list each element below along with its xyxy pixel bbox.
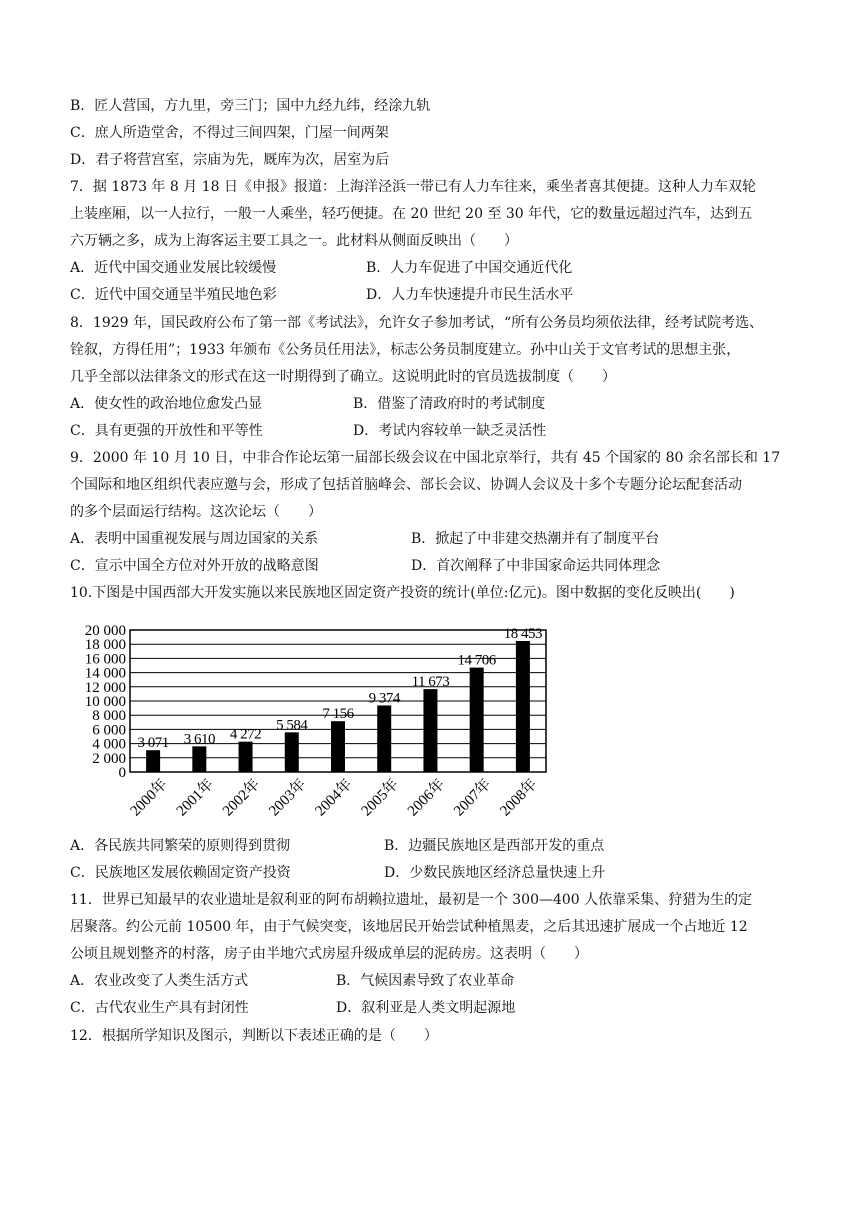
x-tick-label: 2000年 bbox=[127, 776, 171, 820]
bar-value-label: 14 706 bbox=[457, 652, 496, 669]
q9-option-c: C．宣示中国全方位对外开放的战略意图 bbox=[70, 558, 319, 574]
y-tick-label: 0 bbox=[118, 765, 126, 781]
bar bbox=[239, 742, 253, 772]
q9-option-d: D．首次阐释了中非国家命运共同体理念 bbox=[411, 558, 661, 574]
y-tick-label: 20 000 bbox=[84, 623, 126, 639]
q6-option-c: C．庶人所造堂舍，不得过三间四架，门屋一间两架 bbox=[70, 125, 389, 141]
q10-option-b: B．边疆民族地区是西部开发的重点 bbox=[384, 838, 605, 854]
q9-stem-line-2: 个国际和地区组织代表应邀与会，形成了包括首脑峰会、部长会议、协调人会议及十多个专题分论坛配套活动 bbox=[70, 477, 742, 493]
bar bbox=[285, 732, 299, 772]
y-tick-label: 6 000 bbox=[92, 722, 126, 739]
y-tick-label: 16 000 bbox=[84, 651, 126, 668]
q9-option-b: B．掀起了中非建交热潮并有了制度平台 bbox=[411, 531, 660, 547]
bar bbox=[377, 705, 391, 772]
y-tick-label: 18 000 bbox=[84, 637, 126, 654]
y-tick-label: 14 000 bbox=[84, 665, 126, 682]
bar bbox=[423, 689, 437, 772]
bar bbox=[146, 750, 160, 772]
bar bbox=[516, 641, 530, 772]
q8-option-a: A．使女性的政治地位愈发凸显 bbox=[70, 396, 263, 412]
x-tick-label: 2007年 bbox=[451, 776, 495, 820]
bar bbox=[470, 668, 484, 772]
x-tick-label: 2004年 bbox=[312, 776, 356, 820]
y-tick-label: 12 000 bbox=[84, 679, 126, 696]
q10-option-c: C．民族地区发展依赖固定资产投资 bbox=[70, 865, 291, 881]
bar-value-label: 9 374 bbox=[368, 690, 400, 707]
bar-value-label: 3 610 bbox=[183, 731, 215, 748]
q7-stem-line-1: 7．据 1873 年 8 月 18 日《申报》报道：上海洋泾浜一带已有人力车往来，乘坐者喜其便捷。这种人力车双轮 bbox=[70, 179, 756, 195]
bar-value-label: 5 584 bbox=[276, 717, 308, 734]
y-tick-label: 2 000 bbox=[92, 750, 126, 767]
q8-option-d: D．考试内容较单一缺乏灵活性 bbox=[353, 423, 547, 439]
x-tick-label: 2008年 bbox=[497, 776, 541, 820]
q11-option-d: D．叙利亚是人类文明起源地 bbox=[336, 1000, 516, 1016]
q7-option-a: A．近代中国交通业发展比较缓慢 bbox=[70, 260, 277, 276]
q7-stem-line-3: 六万辆之多，成为上海客运主要工具之一。此材料从侧面反映出（ ） bbox=[70, 233, 518, 249]
bar bbox=[192, 746, 206, 772]
x-tick-label: 2005年 bbox=[358, 776, 402, 820]
q7-option-b: B．人力车促进了中国交通近代化 bbox=[366, 260, 573, 276]
bar-value-label: 11 673 bbox=[411, 674, 450, 691]
x-tick-label: 2003年 bbox=[266, 776, 310, 820]
q6-option-d: D．君子将营宫室，宗庙为先，厩库为次，居室为后 bbox=[70, 152, 390, 168]
q11-stem-line-3: 公顷且规划整齐的村落，房子由半地穴式房屋升级成单层的泥砖房。这表明（ ） bbox=[70, 946, 588, 962]
q12-stem: 12．根据所学知识及图示，判断以下表述正确的是（ ） bbox=[70, 1028, 438, 1044]
q11-option-a: A．农业改变了人类生活方式 bbox=[70, 973, 249, 989]
q9-option-a: A．表明中国重视发展与周边国家的关系 bbox=[70, 531, 319, 547]
q11-option-c: C．古代农业生产具有封闭性 bbox=[70, 1000, 249, 1016]
q8-stem-line-2: 铨叙，方得任用”；1933 年颁布《公务员任用法》，标志公务员制度建立。孙中山关于文官考试的思想主张， bbox=[70, 342, 741, 358]
q7-option-c: C．近代中国交通呈半殖民地色彩 bbox=[70, 287, 277, 303]
q9-stem-line-3: 的多个层面运行结构。这次论坛（ ） bbox=[70, 504, 322, 520]
investment-bar-chart bbox=[68, 618, 553, 828]
bar-value-label: 7 156 bbox=[322, 706, 354, 723]
bar-value-label: 4 272 bbox=[229, 726, 262, 743]
q10-option-d: D．少数民族地区经济总量快速上升 bbox=[384, 865, 606, 881]
q6-option-b: B．匠人营国，方九里，旁三门；国中九经九纬，经涂九轨 bbox=[70, 98, 431, 114]
q8-option-c: C．具有更强的开放性和平等性 bbox=[70, 423, 263, 439]
bar-value-label: 3 071 bbox=[137, 735, 169, 752]
q8-option-b: B．借鉴了清政府时的考试制度 bbox=[353, 396, 546, 412]
q7-option-d: D．人力车快速提升市民生活水平 bbox=[366, 287, 574, 303]
q8-stem-line-3: 几乎全部以法律条文的形式在这一时期得到了确立。这说明此时的官员选拔制度（ ） bbox=[70, 369, 616, 385]
bar bbox=[331, 721, 345, 772]
y-tick-label: 8 000 bbox=[92, 708, 126, 725]
q9-stem-line-1: 9．2000 年 10 月 10 日，中非合作论坛第一届部长级会议在中国北京举行，共有 45 个国家的 80 余名部长和 17 bbox=[70, 450, 781, 466]
q11-stem-line-2: 居聚落。约公元前 10500 年，由于气候突变，该地居民开始尝试种植黑麦，之后其迅速扩展成一个占地近 12 bbox=[70, 919, 748, 935]
q10-stem: 10.下图是中国西部大开发实施以来民族地区固定资产投资的统计(单位:亿元)。图中数据的变化反映出( ) bbox=[70, 585, 735, 601]
x-tick-label: 2006年 bbox=[404, 776, 449, 820]
q7-stem-line-2: 上装座厢，以一人拉行，一般一人乘坐，轻巧便捷。在 20 世纪 20 至 30 年代，它的数量远超过汽车，达到五 bbox=[70, 206, 753, 222]
y-tick-label: 10 000 bbox=[84, 694, 126, 710]
q10-option-a: A．各民族共同繁荣的原则得到贯彻 bbox=[70, 838, 291, 854]
q11-stem-line-1: 11．世界已知最早的农业遗址是叙利亚的阿布胡赖拉遗址，最初是一个 300—400 人依靠采集、狩猎为生的定 bbox=[70, 892, 753, 908]
q8-stem-line-1: 8．1929 年，国民政府公布了第一部《考试法》，允许女子参加考试，“所有公务员均须依法律，经考试院考选、 bbox=[70, 315, 764, 331]
x-tick-label: 2002年 bbox=[220, 776, 264, 820]
q11-option-b: B．气候因素导致了农业革命 bbox=[336, 973, 515, 989]
x-tick-label: 2001年 bbox=[173, 776, 217, 820]
bar-value-label: 18 453 bbox=[503, 625, 543, 642]
y-tick-label: 4 000 bbox=[92, 736, 126, 753]
